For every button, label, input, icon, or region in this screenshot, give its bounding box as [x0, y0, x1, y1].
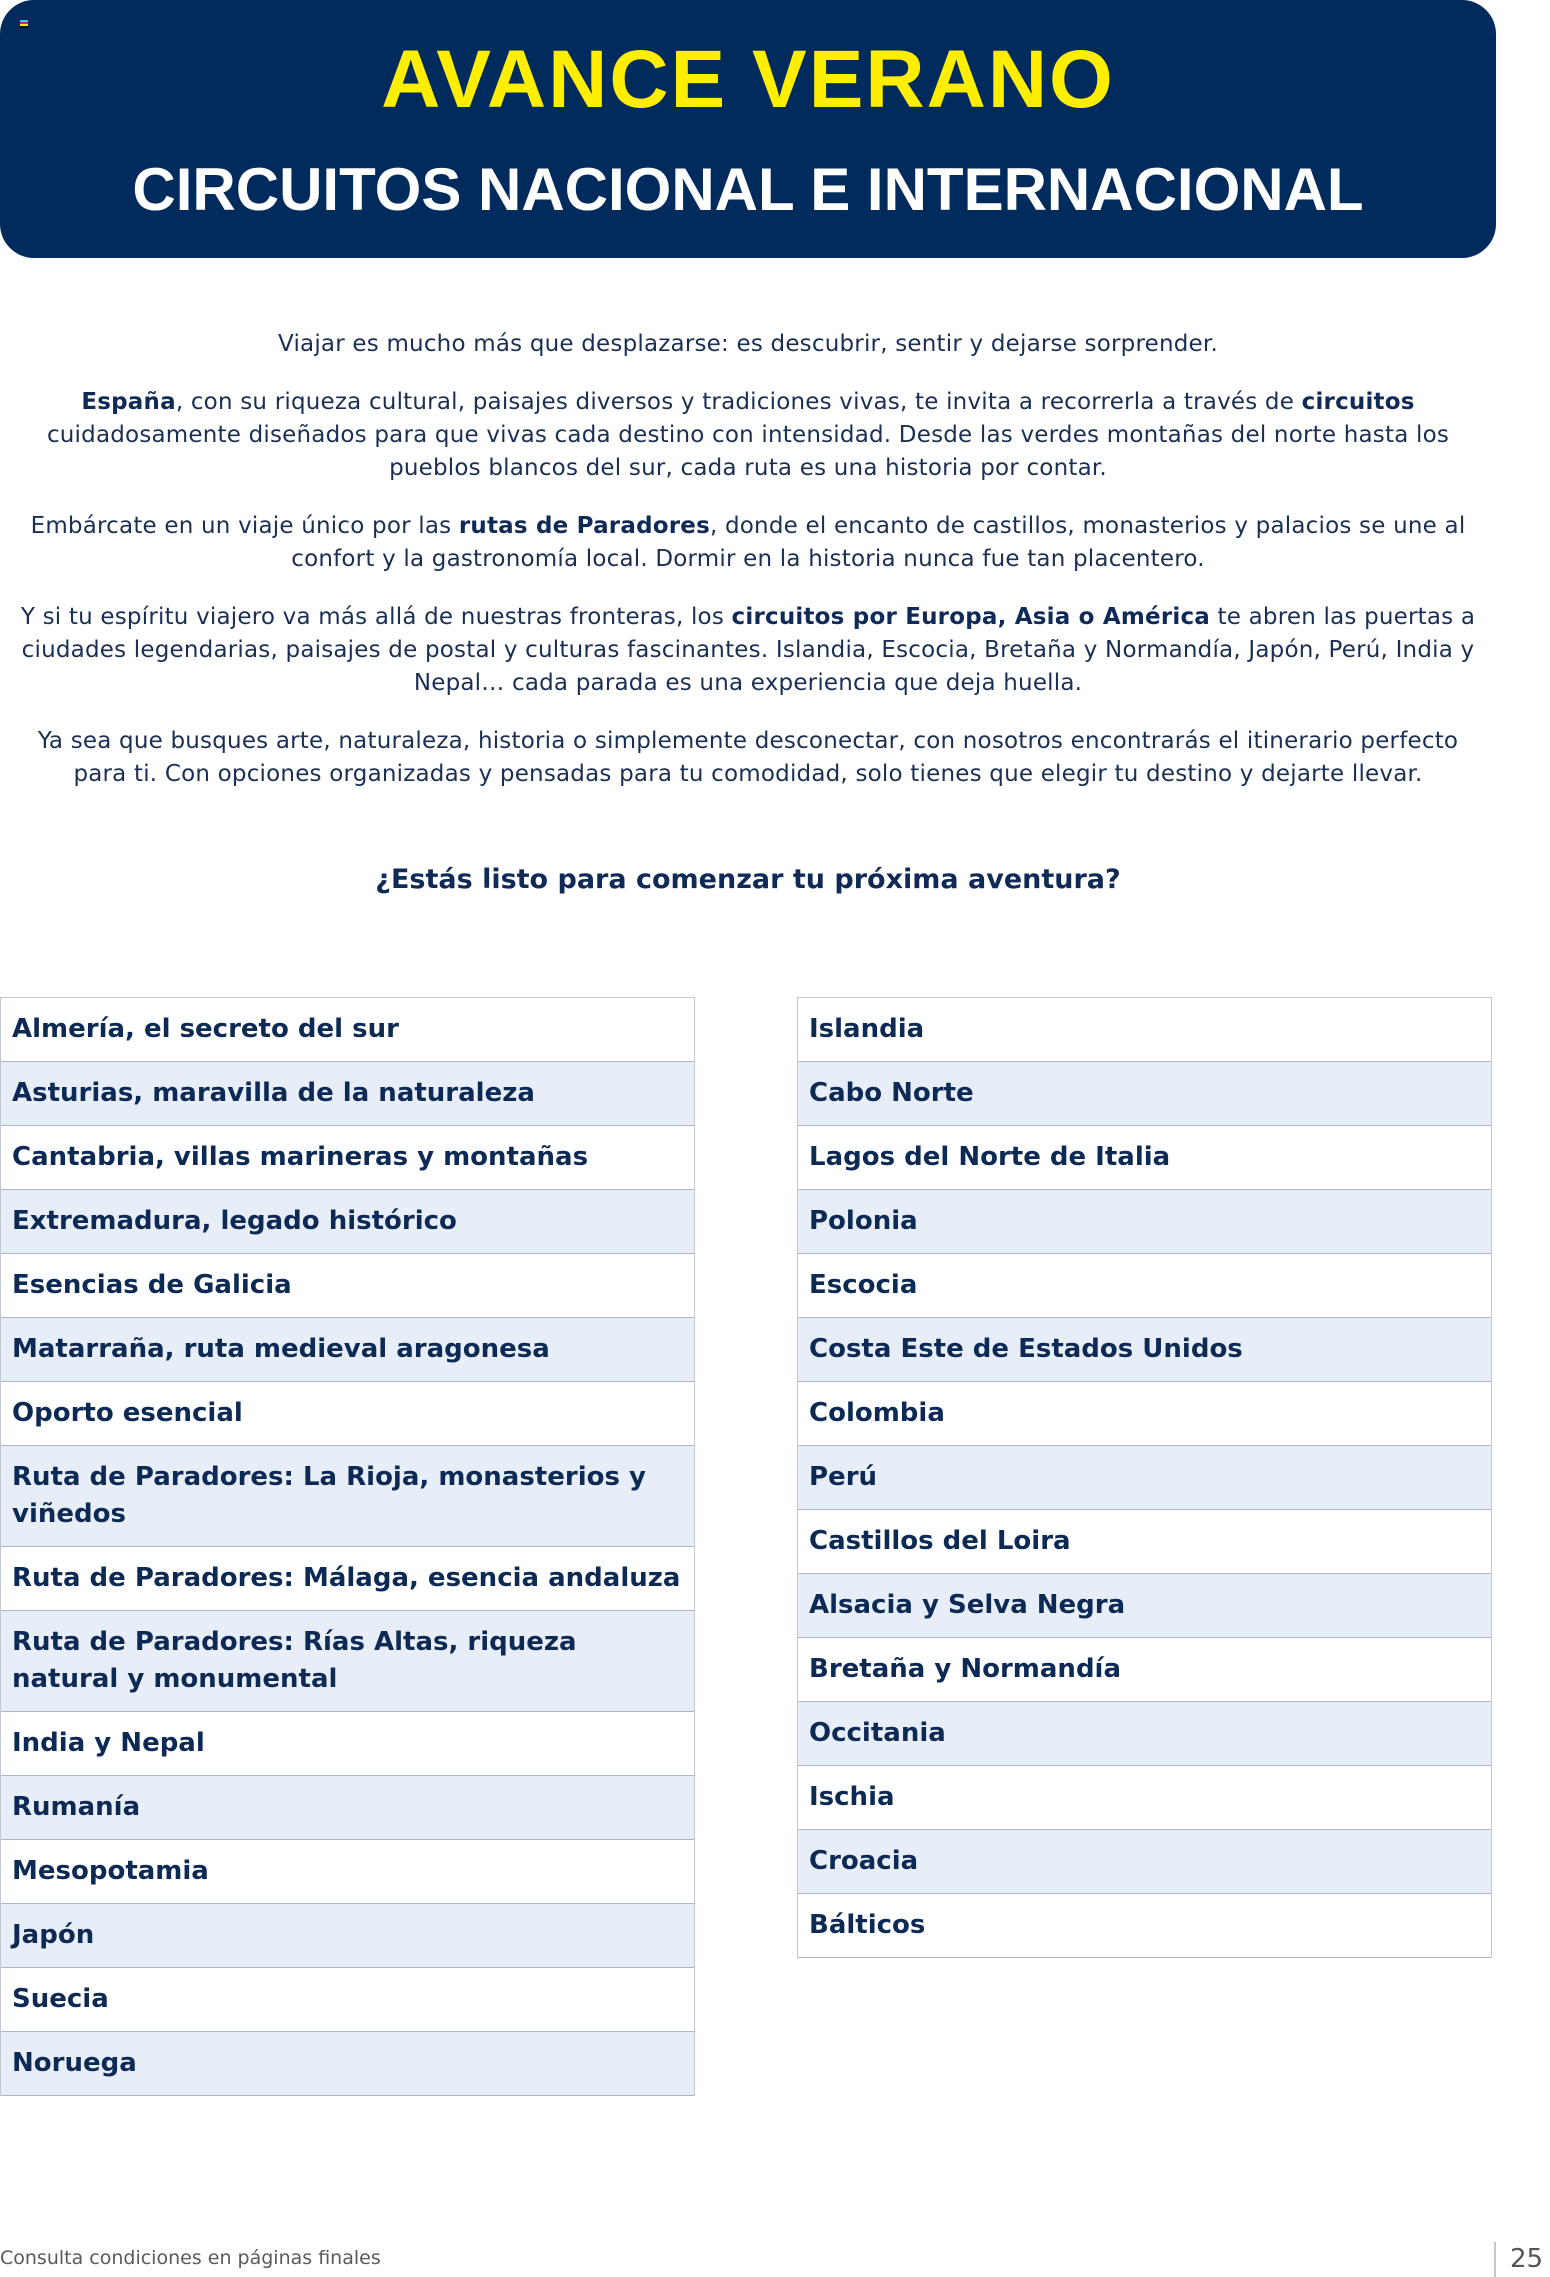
- page-number: 25: [1510, 2244, 1544, 2274]
- circuits-list-international: [797, 997, 1492, 1958]
- circuit-list-item[interactable]: Perú: [798, 1446, 1491, 1510]
- circuit-list-item[interactable]: Castillos del Loira: [798, 1510, 1491, 1574]
- circuit-list-item[interactable]: Bretaña y Normandía: [798, 1638, 1491, 1702]
- circuit-list-item[interactable]: India y Nepal: [1, 1712, 694, 1776]
- paragraph-text: Y si tu espíritu viajero va más allá de nuestras fronteras, los: [20, 604, 732, 630]
- circuit-list-item[interactable]: Bálticos: [798, 1894, 1491, 1958]
- circuit-list-item[interactable]: Extremadura, legado histórico: [1, 1190, 694, 1254]
- circuit-list-item[interactable]: Lagos del Norte de Italia: [798, 1126, 1491, 1190]
- call-to-action-question: ¿Estás listo para comenzar tu próxima aventura?: [375, 864, 1121, 895]
- footer-conditions-note: Consulta condiciones en páginas finales: [0, 2247, 381, 2269]
- circuit-list-item[interactable]: Ischia: [798, 1766, 1491, 1830]
- paragraph-text: , donde el encanto de castillos, monasterios y palacios se une al confort y la gastronomía local. Dormir en la historia nunca fue tan placentero.: [291, 513, 1466, 572]
- highlight-international: circuitos por Europa, Asia o América: [731, 604, 1211, 630]
- circuit-list-item[interactable]: Croacia: [798, 1830, 1491, 1894]
- circuit-list-item[interactable]: Costa Este de Estados Unidos: [798, 1318, 1491, 1382]
- circuit-list-item[interactable]: Ruta de Paradores: Rías Altas, riqueza natural y monumental: [1, 1611, 694, 1712]
- highlight-paradores: rutas de Paradores: [458, 513, 710, 539]
- paragraph-text: cuidadosamente diseñados para que vivas cada destino con intensidad. Desde las verdes montañas del norte hasta los pueblos blancos del sur, cada ruta es una historia por contar.: [46, 422, 1450, 481]
- circuit-list-item[interactable]: Escocia: [798, 1254, 1491, 1318]
- paragraph-text: te abren las puertas a ciudades legendarias, paisajes de postal y culturas fascinantes. Islandia, Escocia, Bretaña y Normandía, Japón, Perú, India y Nepal… cada parada es una experiencia que deja huella.: [21, 604, 1476, 696]
- intro-paragraph-1: Viajar es mucho más que desplazarse: es descubrir, sentir y dejarse sorprender.: [278, 331, 1218, 357]
- circuit-list-item[interactable]: Matarraña, ruta medieval aragonesa: [1, 1318, 694, 1382]
- registration-mark-icon: [20, 20, 28, 28]
- intro-text: [10, 328, 1486, 816]
- circuit-list-item[interactable]: Ruta de Paradores: Málaga, esencia andaluza: [1, 1547, 694, 1611]
- circuit-list-item[interactable]: Mesopotamia: [1, 1840, 694, 1904]
- circuit-list-item[interactable]: Occitania: [798, 1702, 1491, 1766]
- footer-divider: [1494, 2242, 1496, 2277]
- intro-paragraph-5: Ya sea que busques arte, naturaleza, historia o simplemente desconectar, con nosotros encontrarás el itinerario perfecto para ti. Con opciones organizadas y pensadas para tu comodidad, solo tienes que elegir tu destino y dejarte llevar.: [37, 728, 1459, 787]
- intro-paragraph-4: [10, 601, 1486, 700]
- paragraph-text: Embárcate en un viaje único por las: [30, 513, 459, 539]
- page-title: AVANCE VERANO: [381, 34, 1115, 125]
- circuit-list-item[interactable]: Rumanía: [1, 1776, 694, 1840]
- intro-paragraph-3: [10, 510, 1486, 576]
- header-banner: [0, 0, 1496, 258]
- circuit-list-item[interactable]: Ruta de Paradores: La Rioja, monasterios y viñedos: [1, 1446, 694, 1547]
- highlight-spain: España: [81, 389, 176, 415]
- circuit-list-item[interactable]: Cabo Norte: [798, 1062, 1491, 1126]
- circuit-list-item[interactable]: Alsacia y Selva Negra: [798, 1574, 1491, 1638]
- circuit-list-item[interactable]: Colombia: [798, 1382, 1491, 1446]
- circuit-list-item[interactable]: Japón: [1, 1904, 694, 1968]
- circuit-list-item[interactable]: Esencias de Galicia: [1, 1254, 694, 1318]
- circuit-list-item[interactable]: Islandia: [798, 998, 1491, 1062]
- circuits-list-national: [0, 997, 695, 2096]
- highlight-circuits: circuitos: [1301, 389, 1415, 415]
- circuit-list-item[interactable]: Polonia: [798, 1190, 1491, 1254]
- circuit-list-item[interactable]: Suecia: [1, 1968, 694, 2032]
- circuit-list-item[interactable]: Noruega: [1, 2032, 694, 2096]
- circuit-list-item[interactable]: Almería, el secreto del sur: [1, 998, 694, 1062]
- page-subtitle: CIRCUITOS NACIONAL E INTERNACIONAL: [132, 156, 1364, 223]
- intro-paragraph-2: [10, 386, 1486, 485]
- circuit-list-item[interactable]: Oporto esencial: [1, 1382, 694, 1446]
- circuit-list-item[interactable]: Asturias, maravilla de la naturaleza: [1, 1062, 694, 1126]
- circuit-list-item[interactable]: Cantabria, villas marineras y montañas: [1, 1126, 694, 1190]
- paragraph-text: , con su riqueza cultural, paisajes diversos y tradiciones vivas, te invita a recorrerla a través de: [175, 389, 1302, 415]
